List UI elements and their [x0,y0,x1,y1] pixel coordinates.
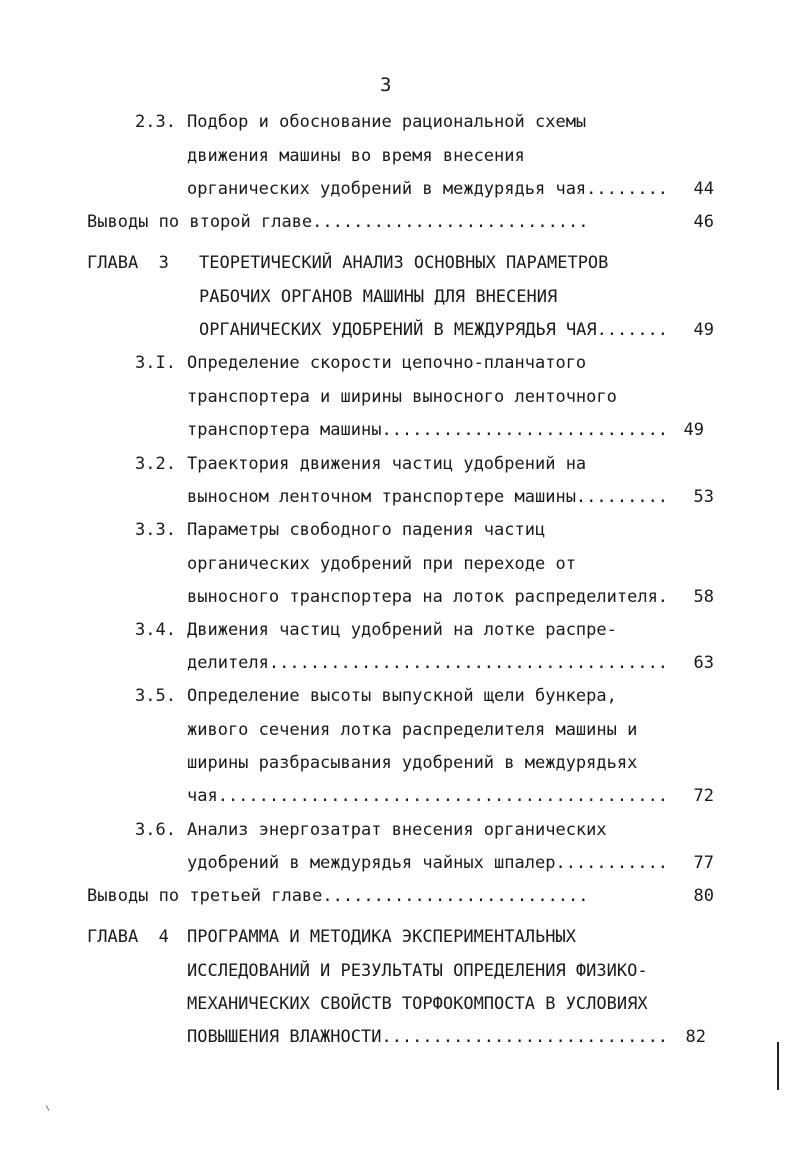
entry-title-line: чая............................................ [187,786,669,806]
page-ref: 49 [693,320,714,340]
chapter-title-line: МЕХАНИЧЕСКИХ СВОЙСТВ ТОРФОКОМПОСТА В УСЛОВИЯХ [187,994,648,1014]
section-number: 3.4. [135,620,176,640]
page-ref: 72 [693,786,714,806]
chapter-label: ГЛАВА 3 [87,253,169,273]
chapter-title-line: ПРОГРАММА И МЕТОДИКА ЭКСПЕРИМЕНТАЛЬНЫХ [187,927,576,947]
section-number: 3.6. [135,820,176,840]
entry-title-line: удобрений в междурядья чайных шпалер........... [187,853,669,873]
page-number: 3 [380,74,392,96]
chapter-label: ГЛАВА 4 [87,927,169,947]
section-number: 3.I. [135,353,176,373]
page-ref: 80 [693,886,714,906]
scan-edge-mark [777,1042,779,1090]
entry-title-line: Движения частиц удобрений на лотке распре- [187,620,617,640]
section-number: 3.3. [135,520,176,540]
page-ref: 44 [693,179,714,199]
page-ref: 82 [685,1027,706,1047]
chapter-title-line: ИССЛЕДОВАНИЙ И РЕЗУЛЬТАТЫ ОПРЕДЕЛЕНИЯ ФИЗИКО- [187,961,648,981]
entry-title-line: органических удобрений при переходе от [187,554,576,574]
entry-title-line: Анализ энергозатрат внесения органических [187,820,607,840]
entry-title-line: транспортера машины............................ [187,420,669,440]
entry-title-line: выносном ленточном транспортере машины......... [187,487,669,507]
page-ref: 49 [683,420,704,440]
entry-title-line: Определение высоты выпускной щели бункера, [187,686,617,706]
entry-title-line: Определение скорости цепочно-планчатого [187,353,587,373]
chapter-title-line: ОРГАНИЧЕСКИХ УДОБРЕНИЙ В МЕЖДУРЯДЬЯ ЧАЯ....... [199,320,668,340]
chapter-title-line: ПОВЫШЕНИЯ ВЛАЖНОСТИ............................ [187,1027,669,1047]
page-ref: 46 [693,212,714,232]
entry-title-line: выносного транспортера на лоток распределителя. [187,587,669,607]
chapter-title-line: РАБОЧИХ ОРГАНОВ МАШИНЫ ДЛЯ ВНЕСЕНИЯ [199,287,558,307]
entry-title-line: делителя....................................... [187,653,669,673]
entry-title-line: транспортера и ширины выносного ленточного [187,387,617,407]
entry-title-line: движения машины во время внесения [187,146,525,166]
entry-title-line: органических удобрений в междурядья чая........ [187,179,669,199]
chapter-title-line: ТЕОРЕТИЧЕСКИЙ АНАЛИЗ ОСНОВНЫХ ПАРАМЕТРОВ [199,253,609,273]
entry-title-line: Траектория движения частиц удобрений на [187,454,587,474]
entry-title-line: ширины разбрасывания удобрений в междурядьях [187,753,638,773]
page-ref: 53 [693,487,714,507]
scan-speck [46,1105,50,1111]
page-ref: 63 [693,653,714,673]
entry-title-line: Выводы по второй главе........................... [87,212,589,232]
section-number: 2.3. [135,112,176,132]
page-ref: 58 [693,587,714,607]
entry-title-line: Параметры свободного падения частиц [187,520,546,540]
section-number: 3.2. [135,454,176,474]
entry-title-line: Подбор и обоснование рациональной схемы [187,112,587,132]
section-number: 3.5. [135,686,176,706]
page-ref: 77 [693,853,714,873]
entry-title-line: Выводы по третьей главе.......................... [87,886,589,906]
entry-title-line: живого сечения лотка распределителя машины и [187,720,638,740]
